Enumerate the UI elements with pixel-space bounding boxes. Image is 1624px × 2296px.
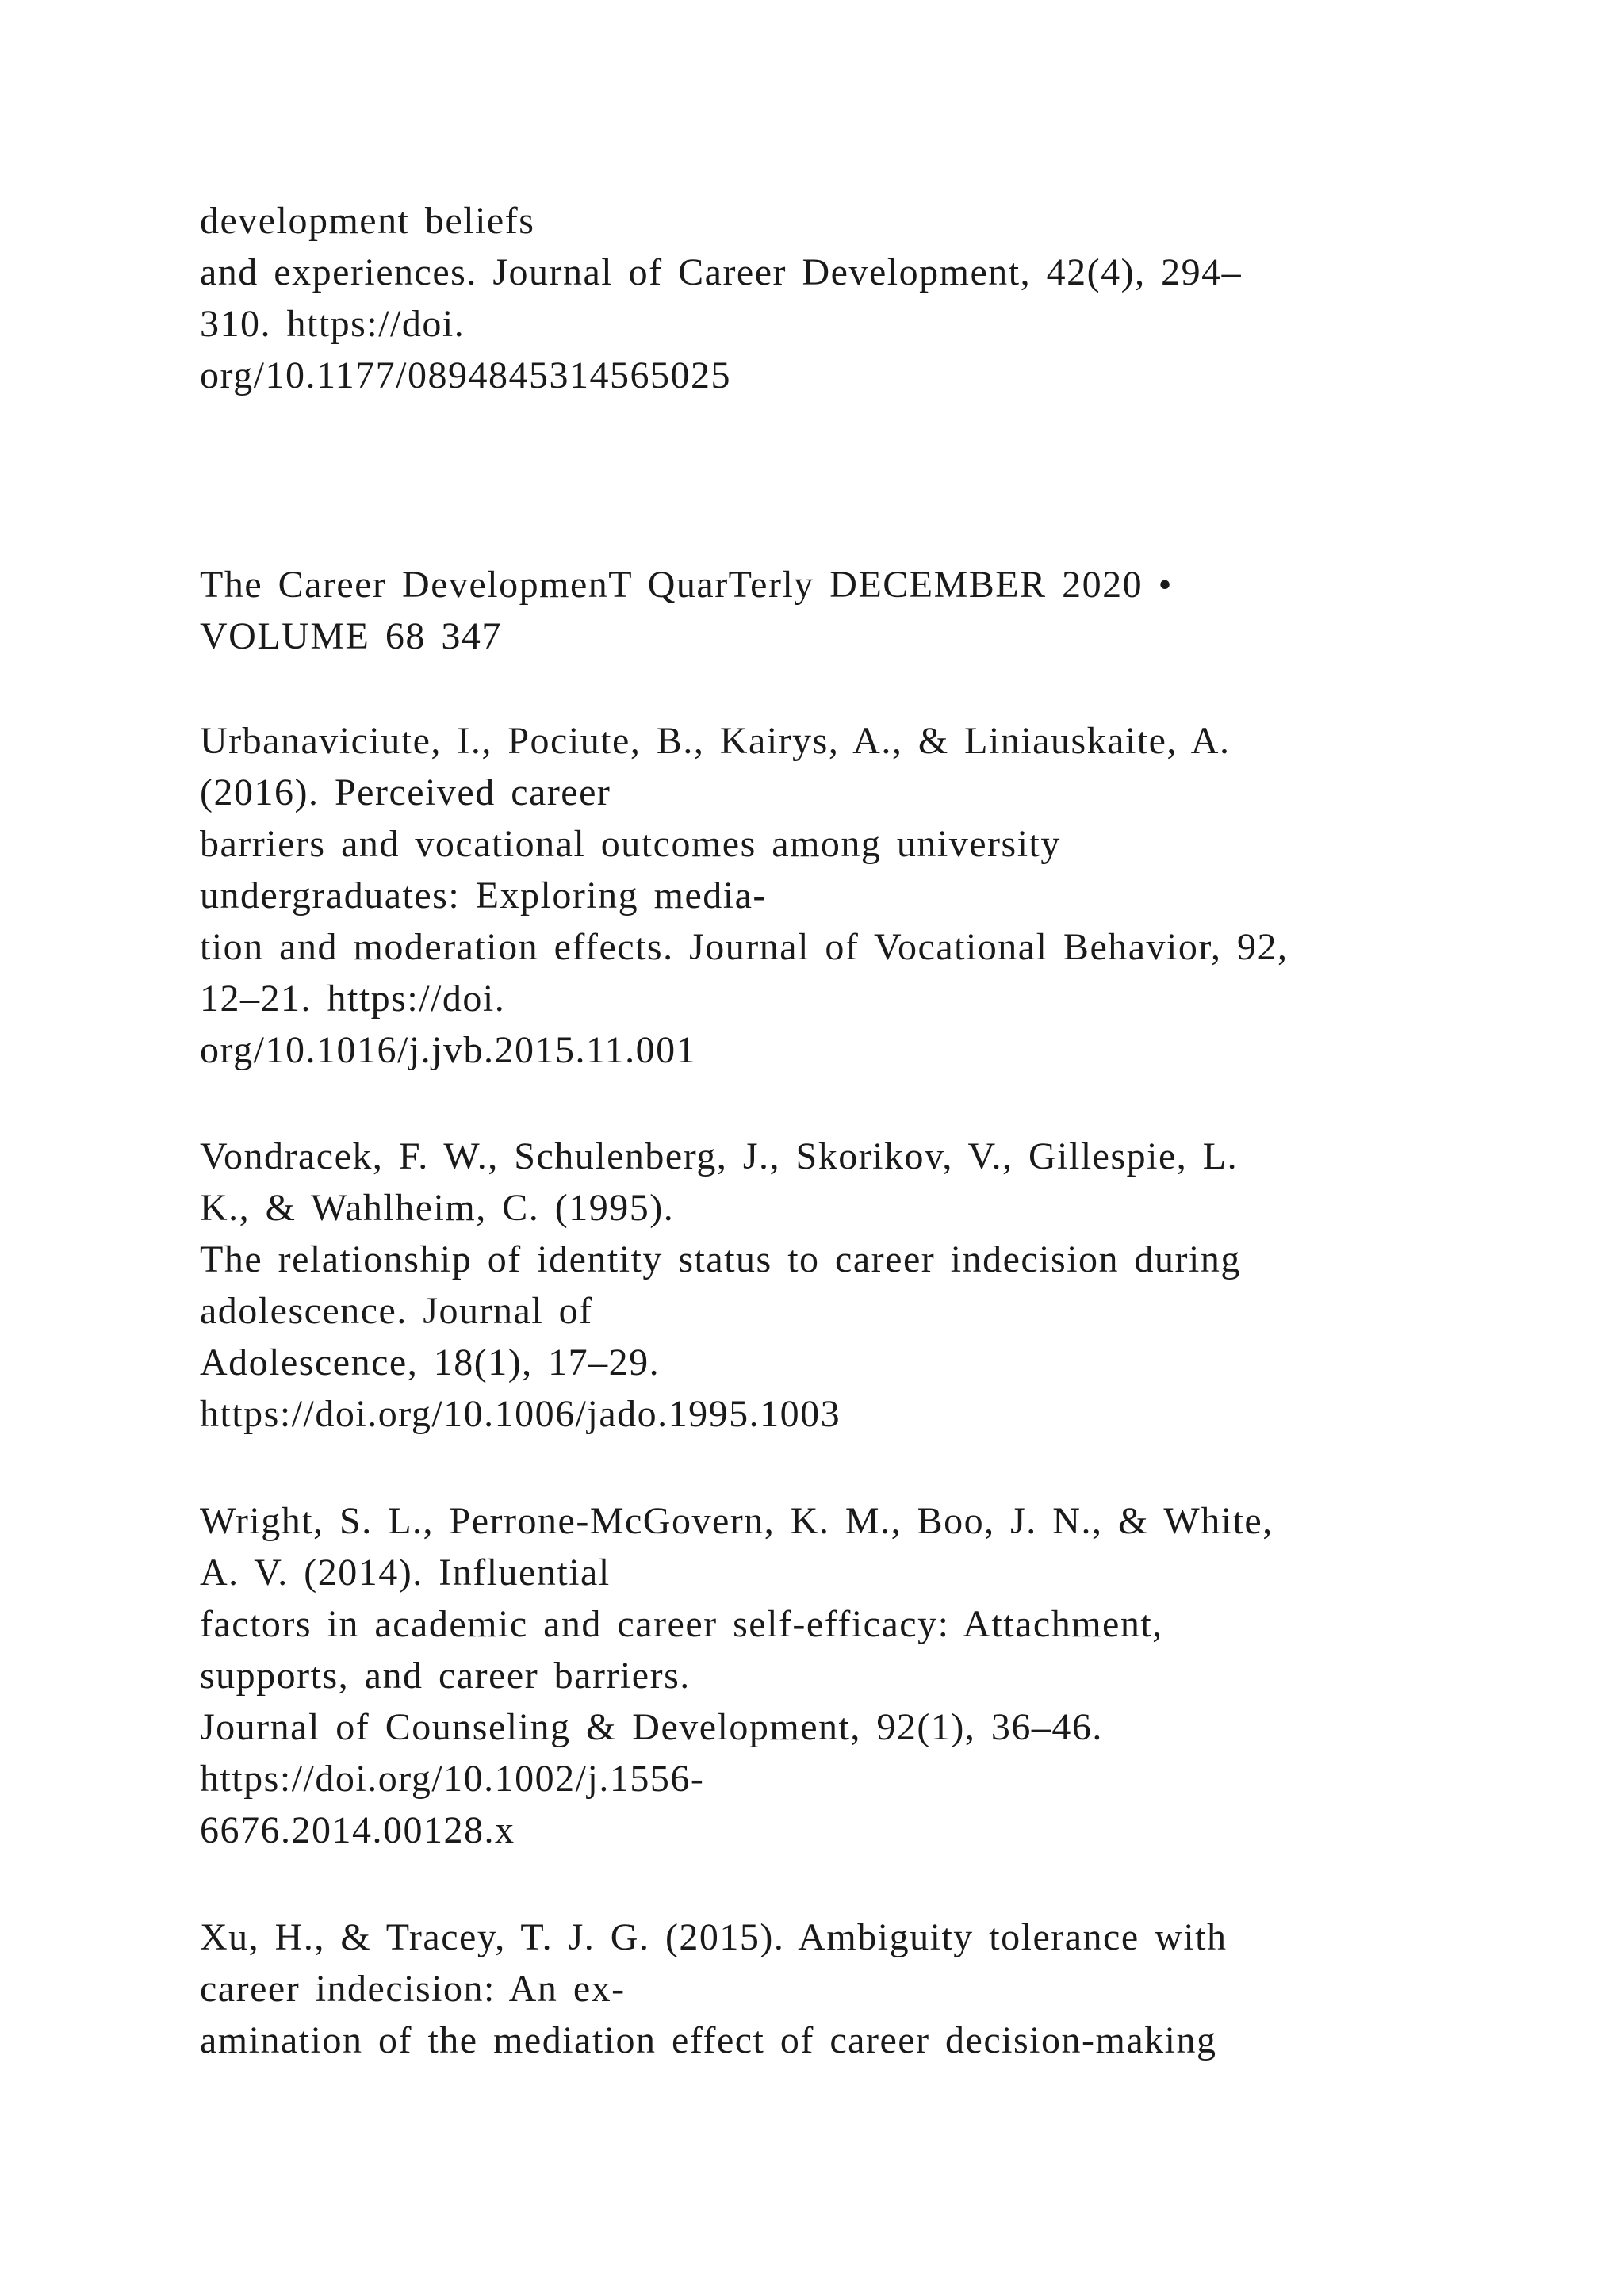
text-line: Adolescence, 18(1), 17–29. xyxy=(200,1341,661,1383)
text-line: org/10.1177/0894845314565025 xyxy=(200,354,732,396)
text-line: career indecision: An ex- xyxy=(200,1968,626,2010)
text-line: adolescence. Journal of xyxy=(200,1290,593,1332)
text-line: supports, and career barriers. xyxy=(200,1655,691,1697)
text-line: https://doi.org/10.1002/j.1556- xyxy=(200,1758,705,1800)
reference-entry xyxy=(200,1495,1548,1856)
header-line: VOLUME 68 347 xyxy=(200,615,502,657)
text-line: org/10.1016/j.jvb.2015.11.001 xyxy=(200,1029,697,1071)
text-line: Xu, H., & Tracey, T. J. G. (2015). Ambiguity tolerance with xyxy=(200,1916,1228,1958)
text-line: Urbanaviciute, I., Pociute, B., Kairys, A., & Liniauskaite, A. xyxy=(200,720,1231,762)
text-line: undergraduates: Exploring media- xyxy=(200,874,767,916)
text-line: K., & Wahlheim, C. (1995). xyxy=(200,1187,675,1229)
text-line: barriers and vocational outcomes among university xyxy=(200,823,1061,865)
text-line: https://doi.org/10.1006/jado.1995.1003 xyxy=(200,1393,841,1435)
text-line: amination of the mediation effect of career decision-making xyxy=(200,2019,1217,2061)
reference-entry xyxy=(200,1131,1548,1440)
text-line: The relationship of identity status to career indecision during xyxy=(200,1238,1241,1280)
text-line: A. V. (2014). Influential xyxy=(200,1552,611,1594)
text-line: Journal of Counseling & Development, 92(1), 36–46. xyxy=(200,1706,1103,1748)
text-line: 310. https://doi. xyxy=(200,303,465,345)
header-line: The Career DevelopmenT QuarTerly DECEMBER 2020 • xyxy=(200,564,1173,606)
text-line: 6676.2014.00128.x xyxy=(200,1809,515,1851)
reference-entry xyxy=(200,1911,1548,2066)
reference-continuation xyxy=(200,195,1548,401)
text-line: and experiences. Journal of Career Development, 42(4), 294– xyxy=(200,251,1243,293)
reference-entry xyxy=(200,715,1548,1076)
running-header xyxy=(200,559,1548,662)
text-line: Vondracek, F. W., Schulenberg, J., Skorikov, V., Gillespie, L. xyxy=(200,1135,1239,1177)
text-line: factors in academic and career self-efficacy: Attachment, xyxy=(200,1603,1163,1645)
text-line: Wright, S. L., Perrone-McGovern, K. M., Boo, J. N., & White, xyxy=(200,1500,1274,1542)
text-line: 12–21. https://doi. xyxy=(200,978,506,1020)
text-line: (2016). Perceived career xyxy=(200,771,611,813)
text-line: development beliefs xyxy=(200,200,535,242)
text-line: tion and moderation effects. Journal of Vocational Behavior, 92, xyxy=(200,926,1289,968)
